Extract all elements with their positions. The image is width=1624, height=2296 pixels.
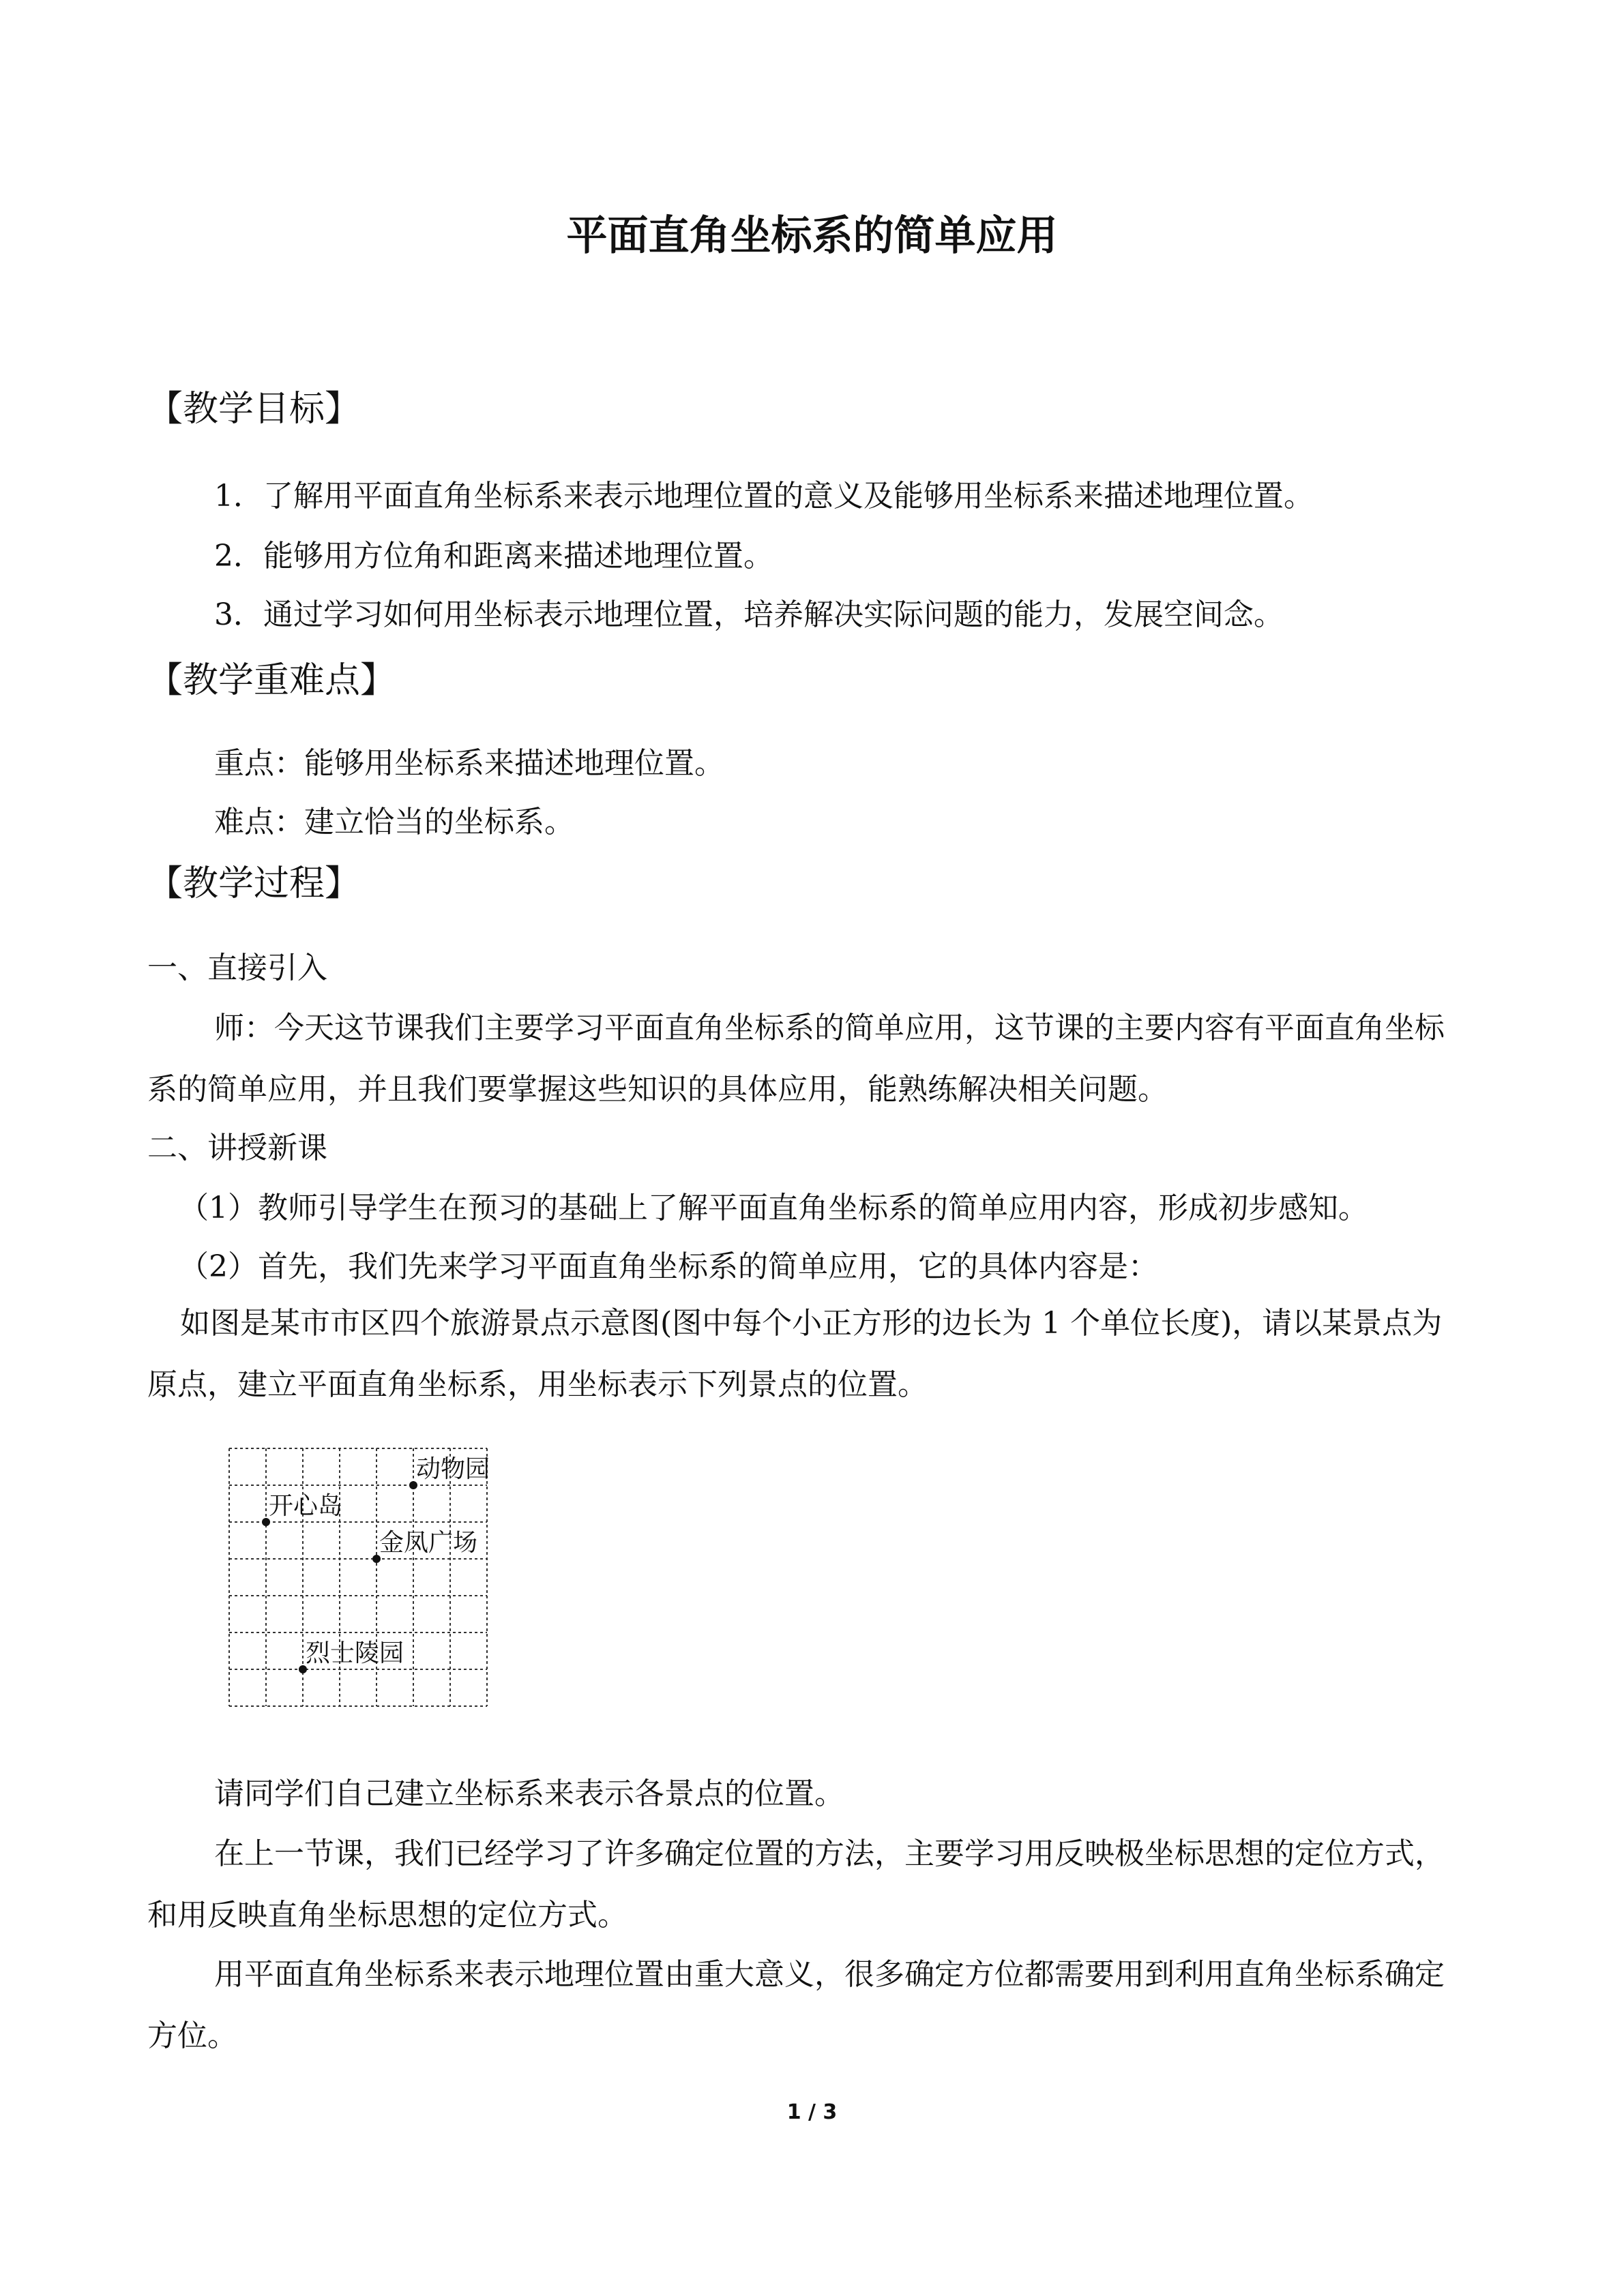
goals-heading: 【教学目标】 xyxy=(147,389,361,430)
after-text-3: 用平面直角坐标系来表示地理位置由重大意义，很多确定方位都需要用到利用直角坐标系确定方位。 xyxy=(147,1957,1445,2053)
goal-item-1: 1．了解用平面直角坐标系来表示地理位置的意义及能够用坐标系来描述地理位置。 xyxy=(214,479,1314,513)
part2-title: 二、讲授新课 xyxy=(147,1131,327,1165)
martyrs-cemetery-label: 烈士陵园 xyxy=(306,1639,404,1667)
tourist-map-grid xyxy=(225,1444,498,1717)
after-text-1: 请同学们自己建立坐标系来表示各景点的位置。 xyxy=(214,1776,844,1811)
process-heading: 【教学过程】 xyxy=(147,863,361,904)
key-point: 重点：能够用坐标系来描述地理位置。 xyxy=(214,746,724,781)
step1-text: （1）教师引导学生在预习的基础上了解平面直角坐标系的简单应用内容，形成初步感知。 xyxy=(179,1191,1368,1225)
kaixin-island-label: 开心岛 xyxy=(269,1492,343,1520)
part1-title: 一、直接引入 xyxy=(147,951,327,985)
page-number: 1 / 3 xyxy=(786,2100,838,2124)
zoo-label: 动物园 xyxy=(416,1455,490,1483)
step2-text: （2）首先，我们先来学习平面直角坐标系的简单应用，它的具体内容是： xyxy=(179,1249,1158,1284)
page-title: 平面直角坐标系的简单应用 xyxy=(566,212,1058,260)
goal-item-2: 2．能够用方位角和距离来描述地理位置。 xyxy=(214,539,773,573)
after-text-2: 在上一节课，我们已经学习了许多确定位置的方法，主要学习用反映极坐标思想的定位方式，和用反映直角坐标思想的定位方式。 xyxy=(147,1836,1445,1933)
jinfeng-square-label: 金凤广场 xyxy=(379,1529,478,1557)
goal-item-3: 3．通过学习如何用坐标表示地理位置，培养解决实际问题的能力，发展空间念。 xyxy=(214,597,1284,632)
part1-text: 师：今天这节课我们主要学习平面直角坐标系的简单应用，这节课的主要内容有平面直角坐标系的简单应用，并且我们要掌握这些知识的具体应用，能熟练解决相关问题。 xyxy=(147,1011,1445,1107)
key-points-heading: 【教学重难点】 xyxy=(147,660,396,701)
difficult-point: 难点：建立恰当的坐标系。 xyxy=(214,805,574,839)
problem-text: 如图是某市市区四个旅游景点示意图(图中每个小正方形的边长为 1 个单位长度)，请以某景点为原点，建立平面直角坐标系，用坐标表示下列景点的位置。 xyxy=(147,1306,1443,1402)
